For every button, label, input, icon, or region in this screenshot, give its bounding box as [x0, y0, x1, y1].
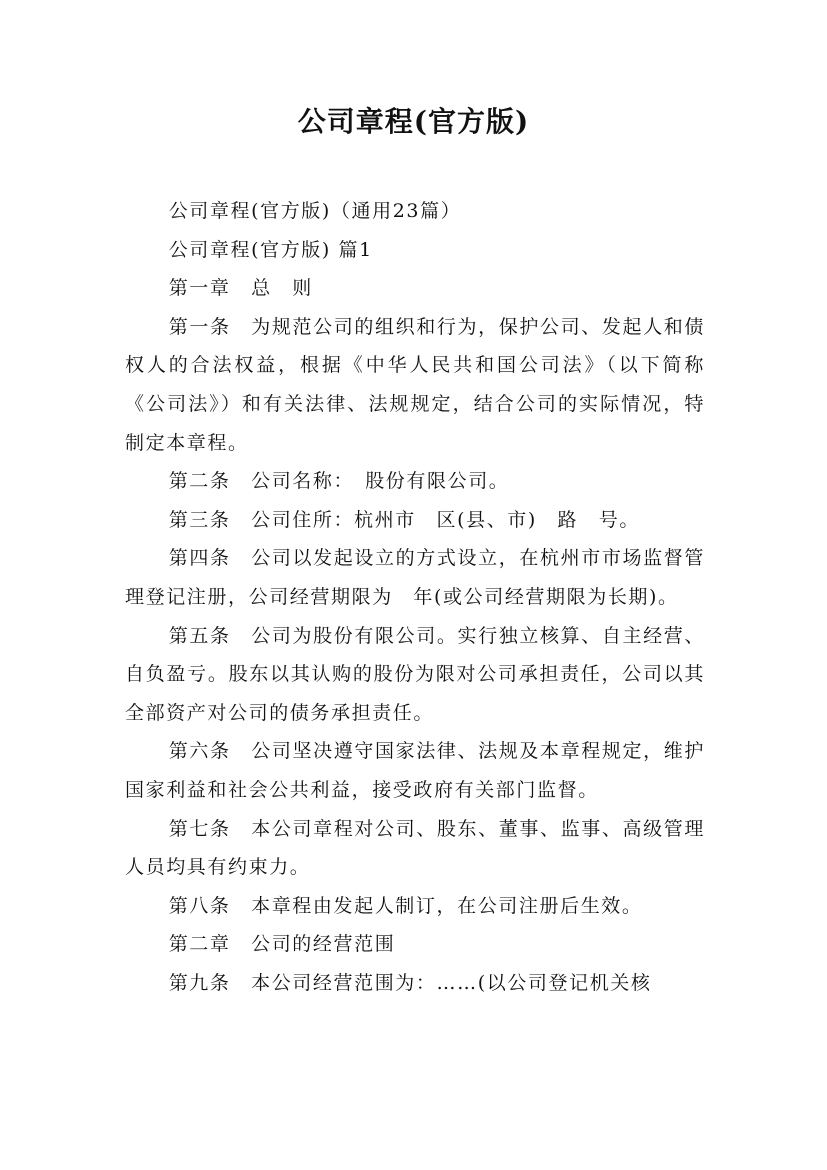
article-4: 第四条 公司以发起设立的方式设立，在杭州市市场监督管理登记注册，公司经营期限为 年(或公司经营期限为长期)。 [125, 547, 705, 608]
article-7: 第七条 本公司章程对公司、股东、董事、监事、高级管理人员均具有约束力。 [125, 817, 705, 879]
article-9: 第九条 本公司经营范围为：……(以公司登记机关核 [168, 971, 652, 994]
doc-subtitle: 公司章程(官方版)（通用23篇） [168, 200, 462, 222]
document-body [125, 192, 705, 1002]
article-5: 第五条 公司为股份有限公司。实行独立核算、自主经营、自负盈亏。股东以其认购的股份为限对公司承担责任，公司以其全部资产对公司的债务承担责任。 [125, 624, 705, 724]
chapter-1-heading: 第一章 总 则 [168, 277, 313, 300]
article-6: 第六条 公司坚决遵守国家法律、法规及本章程规定，维护国家利益和社会公共利益，接受政府有关部门监督。 [125, 740, 705, 801]
chapter-2-heading: 第二章 公司的经营范围 [168, 933, 396, 956]
doc-section-heading: 公司章程(官方版) 篇1 [168, 238, 373, 261]
article-8: 第八条 本章程由发起人制订，在公司注册后生效。 [168, 894, 643, 917]
document-title: 公司章程(官方版) [297, 105, 530, 138]
article-2: 第二条 公司名称： 股份有限公司。 [168, 470, 510, 493]
article-1: 第一条 为规范公司的组织和行为，保护公司、发起人和债权人的合法权益，根据《中华人民共和国公司法》（以下简称《公司法》）和有关法律、法规规定，结合公司的实际情况，特制定本章程。 [125, 315, 705, 454]
article-3: 第三条 公司住所：杭州市 区(县、市) 路 号。 [168, 508, 640, 531]
